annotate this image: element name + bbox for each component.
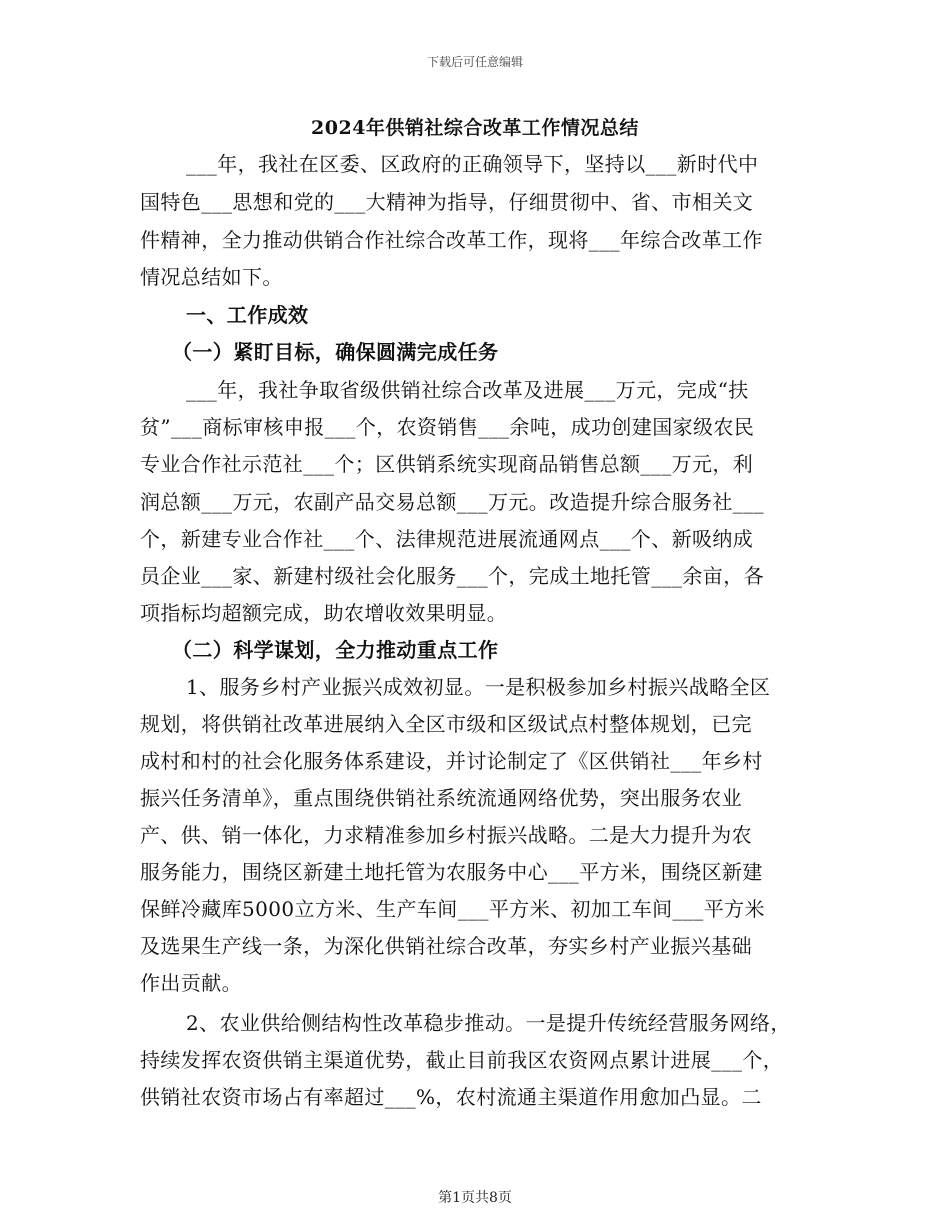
- paragraph-line: 1、服务乡村产业振兴成效初显。一是积极参加乡村振兴战略全区: [186, 675, 771, 699]
- paragraph-line: 贫”___商标审核申报___个，农资销售___余吨，成功创建国家级农民: [140, 415, 755, 439]
- paragraph-line: 个，新建专业合作社___个、法律规范进展流通网点___个、新吸纳成: [140, 527, 754, 551]
- paragraph-line: 及选果生产线一条，为深化供销社综合改革，夯实乡村产业振兴基础: [140, 934, 752, 958]
- paragraph-line: 件精神，全力推动供销合作社综合改革工作，现将___年综合改革工作: [140, 228, 763, 252]
- paragraph-line: 2、农业供给侧结构性改革稳步推动。一是提升传统经营服务网络，: [186, 1011, 791, 1035]
- paragraph-line: 成村和村的社会化服务体系建设，并讨论制定了《区供销社___年乡村: [140, 749, 763, 773]
- paragraph-line: 员企业___家、新建村级社会化服务___个，完成土地托管___余亩，各: [140, 564, 764, 588]
- paragraph-line: 情况总结如下。: [140, 265, 283, 289]
- paragraph-line: 项指标均超额完成，助农增收效果明显。: [140, 601, 508, 625]
- subsection-heading: （一）紧盯目标，确保圆满完成任务: [172, 340, 499, 364]
- paragraph-line: 持续发挥农资供销主渠道优势，截止目前我区农资网点累计进展___个，: [140, 1048, 784, 1072]
- paragraph-line: 国特色___思想和党的___大精神为指导，仔细贯彻中、省、市相关文: [140, 190, 754, 214]
- subsection-heading: （二）科学谋划，全力推动重点工作: [172, 638, 499, 662]
- document-title: 2024年供销社综合改革工作情况总结: [311, 117, 639, 139]
- paragraph-line: ___年，我社争取省级供销社综合改革及进展___万元，完成“扶: [186, 378, 749, 402]
- header-note: 下载后可任意编辑: [426, 55, 523, 69]
- paragraph-line: 保鲜冷藏库5000立方米、生产车间___平方米、初加工车间___平方米: [140, 897, 765, 921]
- section-heading: 一、工作成效: [186, 303, 309, 327]
- paragraph-line: 作出贡献。: [140, 971, 242, 995]
- paragraph-line: 服务能力，围绕区新建土地托管为农服务中心___平方米，围绕区新建: [140, 860, 763, 884]
- paragraph-line: 规划，将供销社改革进展纳入全区市级和区级试点村整体规划，已完: [140, 712, 752, 736]
- paragraph-line: 专业合作社示范社___个；区供销系统实现商品销售总额___万元，利: [140, 452, 754, 476]
- paragraph-line: 润总额___万元，农副产品交易总额___万元。改造提升综合服务社___: [140, 490, 764, 514]
- paragraph-line: ___年，我社在区委、区政府的正确领导下，坚持以___新时代中: [186, 152, 759, 176]
- paragraph-line: 产、供、销一体化，力求精准参加乡村振兴战略。二是大力提升为农: [140, 823, 752, 847]
- paragraph-line: 供销社农资市场占有率超过___%，农村流通主渠道作用愈加凸显。二: [140, 1085, 762, 1109]
- paragraph-line: 振兴任务清单》，重点围绕供销社系统流通网络优势，突出服务农业: [140, 786, 742, 810]
- page-number: 第1页共8页: [438, 1190, 512, 1206]
